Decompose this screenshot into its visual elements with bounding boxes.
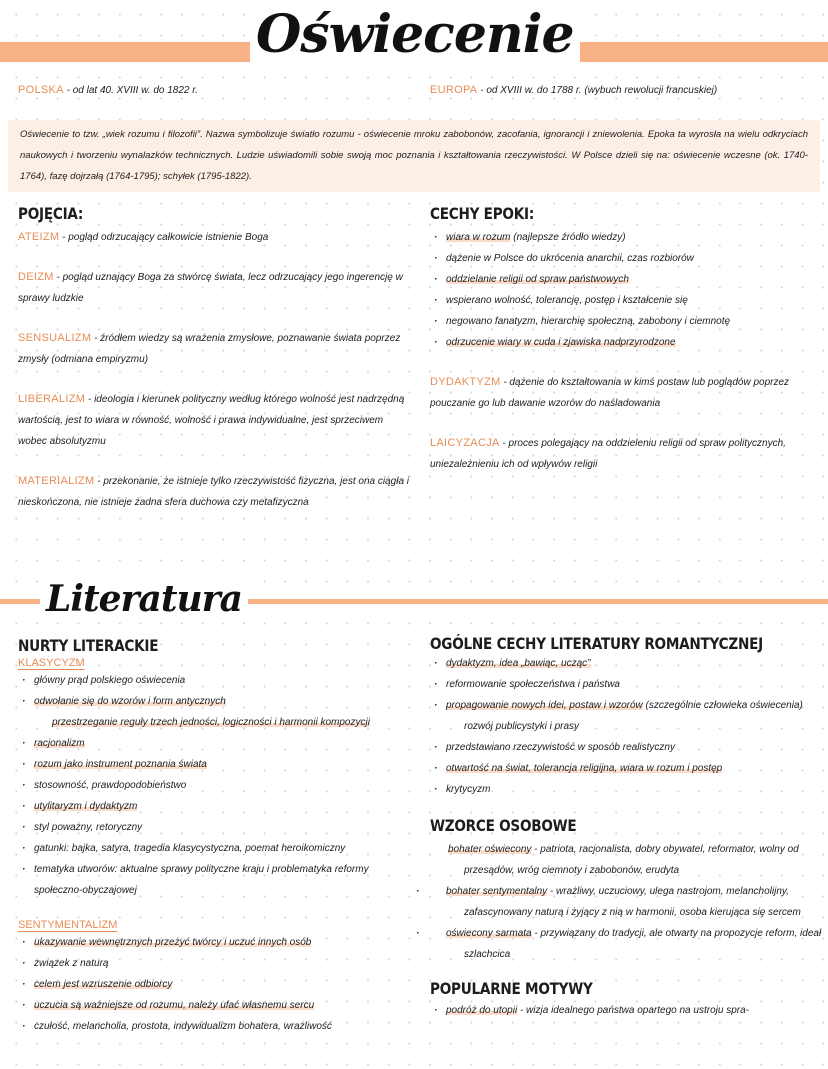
definition-term: ATEIZM: [18, 231, 60, 243]
period-europa-label: EUROPA: [430, 84, 478, 96]
list-item: [430, 227, 820, 248]
list-item-text: (szczególnie człowieka oświecenia): [642, 700, 803, 711]
definition-text: - przekonanie, że istnieje tylko rzeczywistość fizyczna, jest ona ciągła i nieskończona, nie istnieje żadna sfera duchowa czy metafizyczna: [18, 476, 410, 508]
list-item-text: główny prąd polskiego oświecenia: [34, 675, 186, 686]
list-item: [18, 712, 413, 733]
wzorce-heading: WZORCE OSOBOWE: [430, 816, 577, 835]
list-item-text: stosowność, prawdopodobieństwo: [34, 780, 187, 791]
definition-term: LAICYZACJA: [430, 437, 500, 449]
definition: [18, 389, 413, 452]
pojecia-list: [18, 227, 413, 513]
list-item: [18, 775, 413, 796]
period-polska-label: POLSKA: [18, 84, 64, 96]
sentymentalizm-list: [18, 932, 413, 1037]
list-item-text: - przywiązany do tradycji, ale otwarty na propozycje reform, ideał szlachcica: [464, 928, 822, 960]
list-item: [430, 758, 822, 779]
literatura-title: Literatura: [40, 578, 248, 620]
list-item-highlight: uczucia są ważniejsze od rozumu, należy ufać własnemu sercu: [34, 1000, 315, 1011]
list-item: [18, 733, 413, 754]
period-polska-text: - od lat 40. XVIII w. do 1822 r.: [66, 85, 198, 96]
list-item-highlight: rozum jako instrument poznania świata: [34, 759, 207, 770]
klasycyzm-label: KLASYCYZM: [18, 657, 85, 669]
definition-term: SENSUALIZM: [18, 332, 92, 344]
definition: [430, 372, 820, 414]
list-item-text: dążenie w Polsce do ukrócenia anarchii, czas rozbiorów: [446, 253, 694, 264]
ogolne-list: [430, 653, 822, 800]
definition: [18, 227, 413, 248]
list-item: [430, 332, 820, 353]
cechy-defs: [430, 372, 820, 475]
list-item-highlight: racjonalizm: [34, 738, 85, 749]
definition: [18, 328, 413, 370]
definition-term: DEIZM: [18, 271, 54, 283]
list-item: [430, 248, 820, 269]
definition-text: - źródłem wiedzy są wrażenia zmysłowe, poznawanie świata poprzez zmysły (odmiana empiryzmu): [18, 333, 401, 365]
list-item-text: wspierano wolność, tolerancję, postęp i kształcenie się: [446, 295, 688, 306]
list-item: [430, 653, 822, 674]
cechy-heading: CECHY EPOKI:: [430, 204, 535, 223]
summary-box: Oświecenie to tzw. „wiek rozumu i filozofii”. Nazwa symbolizuje światło rozumu - oświecenie mroku zabobonów, zacofania, ignorancji i zniewolenia. Epoka ta wyrosła na wielu odkryciach naukowych i tworzeniu wynalazków technicznych. Ludzie uświadomili sobie swoją moc poznania i kształtowania rzeczywistości. W Polsce dzieli się na: oświecenie wczesne (ok. 1740-1764), fazę dojrzałą (1764-1795); schyłek (1795-1822).: [8, 120, 820, 192]
list-item: [430, 839, 822, 881]
definition-text: - dążenie do kształtowania w kimś postaw lub poglądów poprzez pouczanie go lub dawanie wzorów do naśladowania: [430, 377, 790, 409]
list-item-highlight: przestrzeganie reguły trzech jedności, logiczności i harmonii kompozycji: [52, 717, 370, 728]
list-item-text: czułość, melancholia, prostota, indywidualizm bohatera, wrażliwość: [34, 1021, 332, 1032]
wzorce-list: [430, 839, 822, 965]
nurty-heading: NURTY LITERACKIE: [18, 636, 159, 655]
list-item: [430, 290, 820, 311]
list-item-text: związek z naturą: [34, 958, 109, 969]
list-item: [18, 859, 413, 901]
period-europa-text: - od XVIII w. do 1788 r. (wybuch rewolucji francuskiej): [480, 85, 718, 96]
list-item-highlight: otwartość na świat, tolerancja religijna, wiara w rozum i postęp: [446, 763, 723, 774]
list-item-text: przedstawiano rzeczywistość w sposób realistyczny: [446, 742, 675, 753]
definition-term: MATERIALIZM: [18, 475, 95, 487]
list-item-highlight: wiara w rozum: [446, 232, 511, 243]
klasycyzm-list: [18, 670, 413, 901]
list-item: [430, 269, 820, 290]
list-item-highlight: odwołanie się do wzorów i form antycznych: [34, 696, 226, 707]
cechy-list: [430, 227, 820, 353]
list-item: [430, 779, 822, 800]
list-item: [430, 716, 822, 737]
definition: [430, 433, 820, 475]
list-item-text: rozwój publicystyki i prasy: [464, 721, 580, 732]
list-item: [18, 974, 413, 995]
list-item: [18, 953, 413, 974]
list-item: [430, 1000, 822, 1021]
list-item-highlight: bohater oświecony: [448, 844, 532, 855]
list-item-highlight: dydaktyzm, idea „bawiąc, ucząc”: [446, 658, 591, 669]
sentymentalizm-label: SENTYMENTALIZM: [18, 919, 118, 931]
list-item-text: - wrażliwy, uczuciowy, ulega nastrojom, melancholijny, zafascynowany naturą i żyjący z nią w harmonii, osoba kierująca się sercem: [464, 886, 801, 918]
list-item: [430, 695, 822, 716]
list-item: [18, 838, 413, 859]
list-item-highlight: oświecony sarmata: [446, 928, 532, 939]
pojecia-section: [18, 204, 413, 532]
list-item-highlight: celem jest wzruszenie odbiorcy: [34, 979, 173, 990]
list-item: [430, 923, 822, 965]
definition-text: - proces polegający na oddzieleniu religii od spraw politycznych, uniezależnieniu ich od wpływów religii: [430, 438, 786, 470]
definition-text: - pogląd uznający Boga za stwórcę świata, lecz odrzucający jego ingerencję w sprawy ludzkie: [18, 272, 403, 304]
page-title: Oświecenie: [250, 4, 580, 65]
list-item-text: tematyka utworów: aktualne sprawy polityczne kraju i problematyka reformy społeczno-obyczajowej: [34, 864, 369, 896]
list-item-text: krytycyzm: [446, 784, 491, 795]
list-item-highlight: odrzucenie wiary w cuda i zjawiska nadprzyrodzone: [446, 337, 676, 348]
list-item: [430, 737, 822, 758]
period-polska: [18, 80, 198, 101]
list-item: [18, 1016, 413, 1037]
list-item: [18, 670, 413, 691]
list-item: [430, 881, 822, 923]
cechy-section: [430, 204, 820, 494]
list-item-text: - wizja idealnego państwa opartego na ustroju spra-: [517, 1005, 749, 1016]
definition: [18, 267, 413, 309]
motywy-heading: POPULARNE MOTYWY: [430, 979, 593, 998]
motywy-list: [430, 1000, 822, 1021]
period-europa: [430, 80, 717, 101]
list-item-highlight: podróż do utopii: [446, 1005, 518, 1016]
list-item: [18, 995, 413, 1016]
list-item-highlight: bohater sentymentalny: [446, 886, 548, 897]
list-item-text: negowano fanatyzm, hierarchię społeczną, zabobony i ciemnotę: [446, 316, 731, 327]
list-item: [18, 932, 413, 953]
list-item-text: reformowanie społeczeństwa i państwa: [446, 679, 620, 690]
list-item: [18, 691, 413, 712]
nurty-section: [18, 636, 413, 1037]
list-item-highlight: propagowanie nowych idei, postaw i wzorów: [446, 700, 643, 711]
list-item-text: gatunki: bajka, satyra, tragedia klasycystyczna, poemat heroikomiczny: [34, 843, 346, 854]
list-item-text: styl poważny, retoryczny: [34, 822, 143, 833]
definition-term: DYDAKTYZM: [430, 376, 501, 388]
definition-term: LIBERALIZM: [18, 393, 86, 405]
ogolne-heading: OGÓLNE CECHY LITERATURY ROMANTYCZNEJ: [430, 634, 763, 653]
list-item-text: - patriota, racjonalista, dobry obywatel, reformator, wolny od przesądów, wróg ciemnoty i zabobonów, erudyta: [464, 844, 799, 876]
list-item-highlight: oddzielanie religii od spraw państwowych: [446, 274, 629, 285]
list-item: [18, 754, 413, 775]
list-item: [18, 817, 413, 838]
pojecia-heading: POJĘCIA:: [18, 204, 84, 223]
list-item: [430, 311, 820, 332]
list-item: [18, 796, 413, 817]
ogolne-section: [430, 634, 822, 1021]
definition-text: - ideologia i kierunek polityczny według którego wolność jest nadrzędną wartością, jest to wiara w równość, wolność i prawa indywidualne, jest sprzeciwem wobec absolutyzmu: [18, 394, 405, 447]
list-item: [430, 674, 822, 695]
definition-text: - pogląd odrzucający całkowicie istnienie Boga: [62, 232, 269, 243]
definition: [18, 471, 413, 513]
list-item-text: (najlepsze źródło wiedzy): [510, 232, 626, 243]
list-item-highlight: utylitaryzm i dydaktyzm: [34, 801, 138, 812]
list-item-highlight: ukazywanie wewnętrznych przeżyć twórcy i uczuć innych osób: [34, 937, 312, 948]
